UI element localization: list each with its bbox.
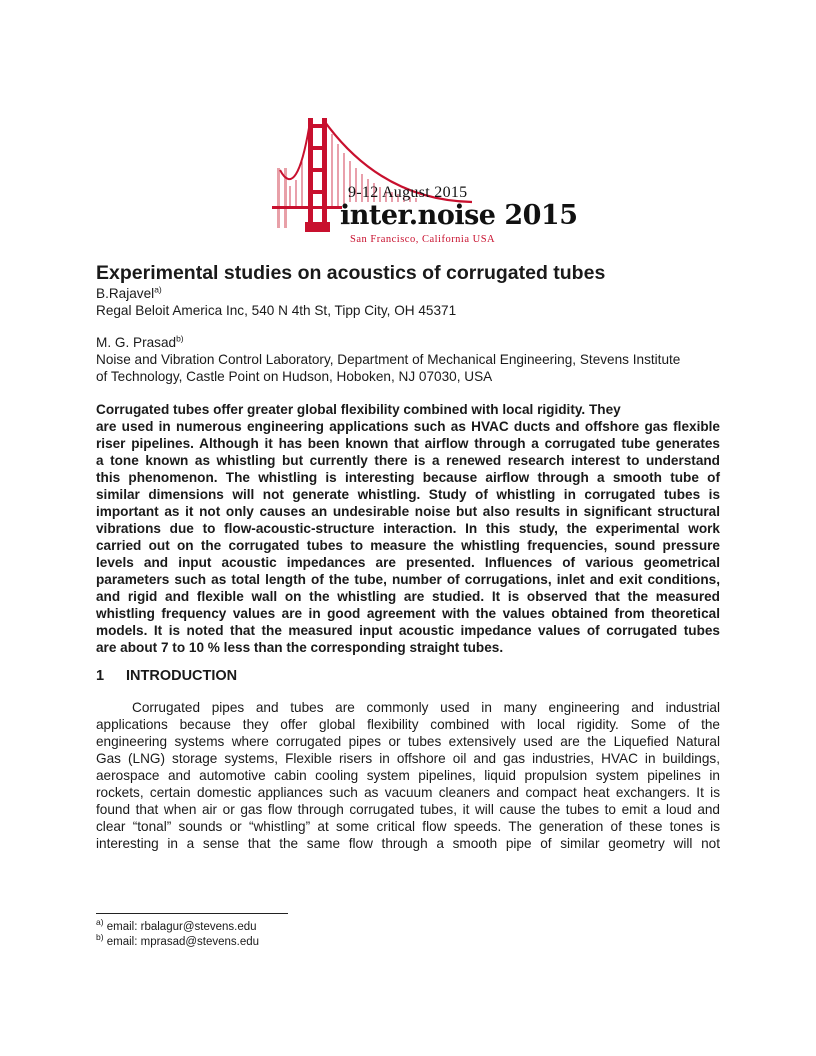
intro-line: rockets, certain domestic appliances such as vacuum cleaners and compact heat exchangers. It is [96,785,720,800]
abstract-line: are about 7 to 10 % less than the corresponding straight tubes. [96,640,504,655]
author-1-name: B.Rajavel [96,286,155,301]
intro-line: applications because they offer global flexibility combined with local rigidity. Some of the [96,717,720,732]
abstract-line: important as it not only causes an undesirable noise but also results in significant structural [96,504,720,519]
intro-line: engineering systems where corrugated pipes or tubes extensively used are the Liquefied Natural [96,734,720,749]
abstract-line: and rigid and flexible wall on the whistling are studied. It is observed that the measured [96,589,720,604]
section-title: INTRODUCTION [126,668,238,684]
section-heading [96,667,720,685]
abstract-line: riser pipelines. Although it has been known that airflow through a corrugated tube generates [96,436,720,451]
conference-logo [272,110,578,250]
author-1-mark: a) [154,284,162,295]
footnote-a [96,917,259,935]
author-1 [96,285,720,302]
intro-line: interesting in a sense that the same flow through a smooth pipe of similar geometry will not [96,836,720,851]
abstract [96,401,720,656]
footnote-email: email: mprasad@stevens.edu [103,936,260,948]
abstract-line: similar dimensions will not generate whistling. Study of whistling in corrugated tubes is [96,487,720,502]
author-2 [96,334,720,351]
footnote-divider [96,913,288,914]
author-1-affiliation: Regal Beloit America Inc, 540 N 4th St, Tipp City, OH 45371 [96,303,457,318]
intro-line: aerospace and automotive cabin cooling system pipelines, liquid propulsion system pipelines in [96,768,720,783]
abstract-line: a tone known as whistling but currently there is a renewed research interest to understand [96,453,720,468]
abstract-line: carried out on the corrugated tubes to measure the whistling frequencies, sound pressure [96,538,720,553]
conference-date: 9-12 August 2015 [348,184,468,201]
introduction-paragraph [96,699,720,852]
author-2-name: M. G. Prasad [96,335,177,350]
abstract-line: levels and input acoustic impedances are presented. Influences of various geometrical [96,555,720,570]
intro-line: Gas (LNG) storage systems, Flexible risers in offshore oil and gas industries, HVAC in buildings, [96,751,720,766]
intro-line: Corrugated pipes and tubes are commonly used in many engineering and industrial [132,700,720,715]
author-2-affiliation-line: Noise and Vibration Control Laboratory, Department of Mechanical Engineering, Stevens Institute [96,352,681,367]
paper-title: Experimental studies on acoustics of corrugated tubes [96,262,606,284]
footnotes [96,917,260,950]
abstract-line: Corrugated tubes offer greater global flexibility combined with local rigidity. They [96,402,621,417]
abstract-line: vibrations due to flow-acoustic-structure interaction. In this study, the experimental work [96,521,720,536]
conference-location: San Francisco, California USA [350,234,496,245]
abstract-line: models. It is noted that the measured input acoustic impedance values of corrugated tubes [96,623,720,638]
author-2-mark: b) [176,333,184,344]
footnote-b [96,932,260,950]
author-2-affiliation-line: of Technology, Castle Point on Hudson, Hoboken, NJ 07030, USA [96,369,493,384]
abstract-line: are used in numerous engineering applications such as HVAC ducts and offshore gas flexible [96,419,720,434]
paper-body [96,262,720,852]
abstract-line: whistling frequency values are in good agreement with the values obtained from theoretical [96,606,720,621]
footnote-mark: b) [96,932,104,943]
intro-line: clear “tonal” sounds or “whistling” at some critical flow speeds. The generation of these tones is [96,819,720,834]
footnote-mark: a) [96,917,104,928]
abstract-line: this phenomenon. The whistling is interesting because airflow through a smooth tube of [96,470,720,485]
intro-line: found that when air or gas flow through corrugated tubes, it will cause the tubes to emit a loud and [96,802,720,817]
footnote-email: email: rbalagur@stevens.edu [103,921,257,933]
abstract-line: parameters such as total length of the tube, number of corrugations, inlet and exit conditions, [96,572,720,587]
conference-name: inter.noise 2015 [340,200,578,231]
section-number: 1 [96,668,105,684]
